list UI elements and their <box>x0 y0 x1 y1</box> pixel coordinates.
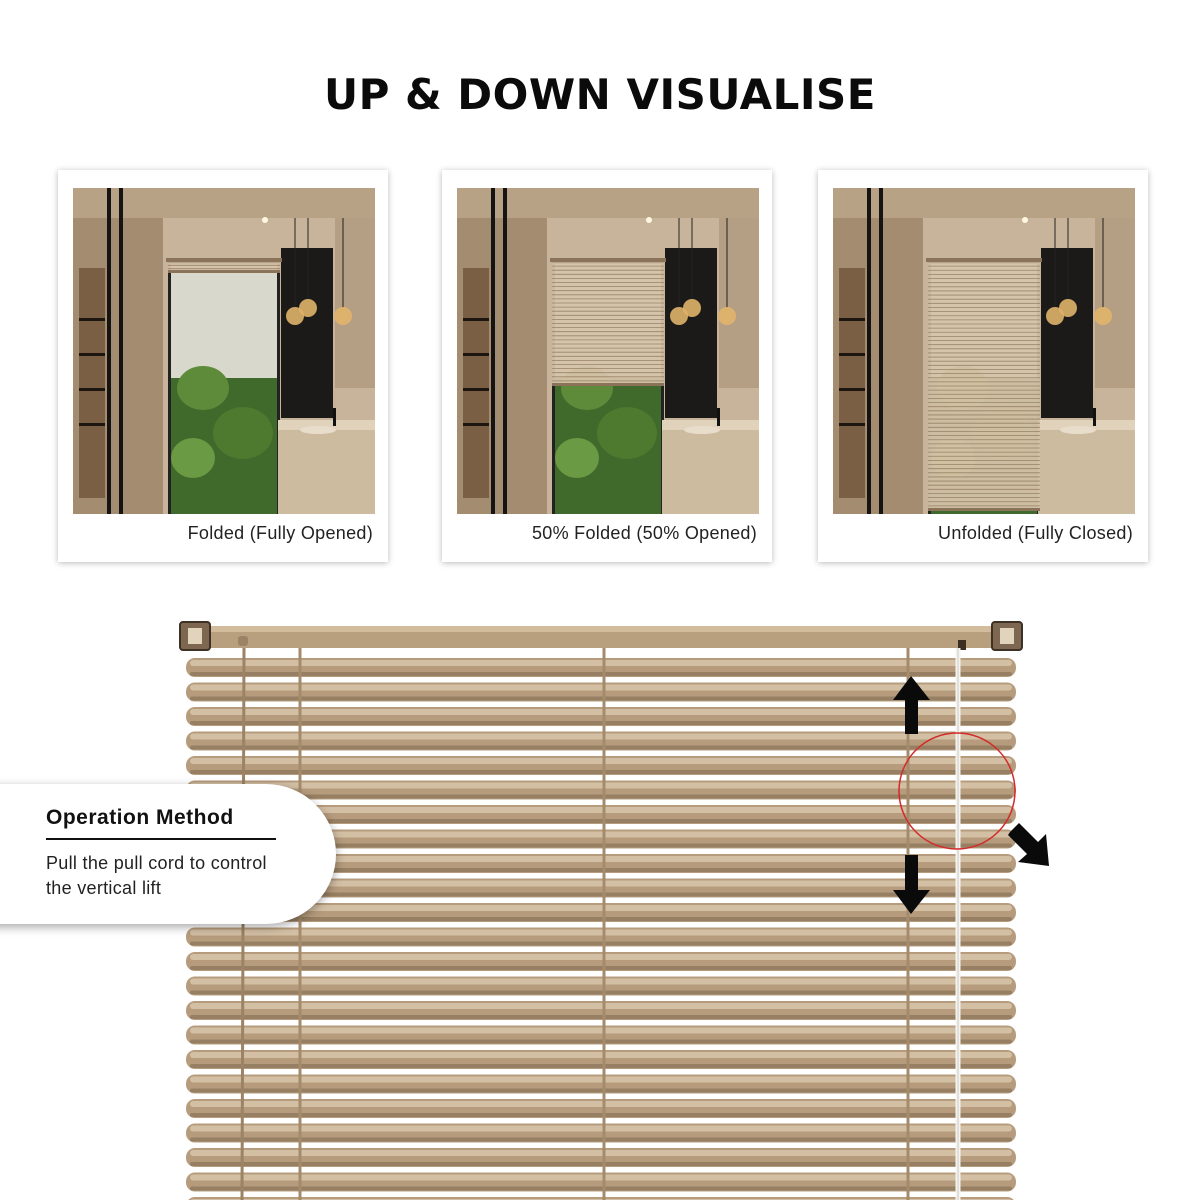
slat-highlight <box>190 783 1012 789</box>
faucet <box>333 408 336 426</box>
faucet <box>717 408 720 426</box>
slat-highlight <box>190 954 1012 960</box>
slat-highlight <box>190 1150 1012 1156</box>
slat-highlight <box>190 1052 1012 1058</box>
slat-shadow <box>190 795 1012 799</box>
shelf <box>79 388 105 391</box>
bathroom-photo <box>457 188 759 514</box>
glass-frame <box>107 188 111 514</box>
slat-highlight <box>190 979 1012 985</box>
bathroom-photo <box>73 188 375 514</box>
slat-shadow <box>190 1015 1012 1019</box>
slat-highlight <box>190 709 1012 715</box>
slat-shadow <box>190 942 1012 946</box>
operation-method-description: Pull the pull cord to control the vertical lift <box>46 853 267 898</box>
operation-method-panel <box>0 784 336 924</box>
shelf <box>463 318 489 321</box>
monstera-leaf <box>597 407 657 459</box>
monstera-leaf <box>171 438 215 478</box>
slat-shadow <box>190 1064 1012 1068</box>
blind-headrail <box>166 258 282 262</box>
pendant-light <box>1059 299 1077 317</box>
blind-headrail <box>550 258 666 262</box>
ceiling <box>73 188 375 218</box>
slat-highlight <box>190 1028 1012 1034</box>
shelf <box>839 318 865 321</box>
monstera-leaf <box>213 407 273 459</box>
shelf <box>79 318 105 321</box>
shelf <box>463 423 489 426</box>
vanity <box>278 420 375 514</box>
ceiling-light <box>1022 217 1028 223</box>
slat-shadow <box>190 1040 1012 1044</box>
shelf <box>79 423 105 426</box>
blind-bottom-rail <box>552 383 664 386</box>
pendant-light <box>718 307 736 325</box>
state-card-half <box>442 170 772 562</box>
glass-frame <box>503 188 507 514</box>
slat-highlight <box>190 685 1012 691</box>
vanity <box>1038 420 1135 514</box>
shelf-niche <box>839 268 865 498</box>
basin <box>684 426 720 434</box>
slat-shadow <box>190 672 1012 676</box>
blind-headrail <box>926 258 1042 262</box>
divider <box>46 838 276 840</box>
ceiling-light <box>262 217 268 223</box>
slat-shadow <box>190 746 1012 750</box>
shelf <box>839 423 865 426</box>
pendant-light <box>683 299 701 317</box>
blind-slats <box>186 658 1016 1200</box>
black-panel <box>281 248 333 418</box>
headrail <box>180 622 1022 650</box>
state-caption: Unfolded (Fully Closed) <box>938 523 1133 543</box>
ceiling <box>457 188 759 218</box>
ceiling <box>833 188 1135 218</box>
slat-highlight <box>190 905 1012 911</box>
slat-highlight <box>190 758 1012 764</box>
pendant-light <box>299 299 317 317</box>
faucet <box>1093 408 1096 426</box>
black-panel <box>1041 248 1093 418</box>
slat-shadow <box>190 697 1012 701</box>
slat-highlight <box>190 734 1012 740</box>
blind-bottom-rail <box>928 508 1040 511</box>
state-caption: Folded (Fully Opened) <box>187 523 373 543</box>
monstera-leaf <box>177 366 229 410</box>
slat-shadow <box>190 917 1012 921</box>
slat-highlight <box>190 930 1012 936</box>
slat-shadow <box>190 1138 1012 1142</box>
shelf <box>839 353 865 356</box>
vanity <box>662 420 759 514</box>
mirror-wall <box>719 218 759 388</box>
black-panel <box>665 248 717 418</box>
slat-shadow <box>190 721 1012 725</box>
glass-frame <box>879 188 883 514</box>
operation-method-title: Operation Method <box>46 806 234 829</box>
slat-shadow <box>190 1162 1012 1166</box>
glass-frame <box>119 188 123 514</box>
slat-highlight <box>190 1101 1012 1107</box>
window-frame <box>168 260 171 514</box>
glass-frame <box>491 188 495 514</box>
slat-shadow <box>190 770 1012 774</box>
monstera-leaf <box>555 438 599 478</box>
slat-highlight <box>190 660 1012 666</box>
slat-shadow <box>190 991 1012 995</box>
slat-shadow <box>190 1113 1012 1117</box>
basin <box>1060 426 1096 434</box>
slat-shadow <box>190 966 1012 970</box>
shelf-niche <box>79 268 105 498</box>
mirror-wall <box>1095 218 1135 388</box>
slat-highlight <box>190 1126 1012 1132</box>
pendant-light <box>1094 307 1112 325</box>
glass-frame <box>867 188 871 514</box>
shelf-niche <box>463 268 489 498</box>
state-caption: 50% Folded (50% Opened) <box>531 523 757 543</box>
state-card-folded <box>58 170 388 562</box>
slat-highlight <box>190 1003 1012 1009</box>
basin <box>300 426 336 434</box>
mirror-wall <box>335 218 375 388</box>
bathroom-photo <box>833 188 1135 514</box>
shelf <box>79 353 105 356</box>
slat-shadow <box>190 1089 1012 1093</box>
slat-shadow <box>190 1187 1012 1191</box>
blind-bottom-rail <box>168 270 280 273</box>
pendant-light <box>334 307 352 325</box>
shelf <box>463 353 489 356</box>
ceiling-light <box>646 217 652 223</box>
page-title: UP & DOWN VISUALISE <box>324 70 876 119</box>
shelf <box>463 388 489 391</box>
state-card-unfolded <box>818 170 1148 562</box>
slat-highlight <box>190 1175 1012 1181</box>
shelf <box>839 388 865 391</box>
slat-highlight <box>190 1077 1012 1083</box>
